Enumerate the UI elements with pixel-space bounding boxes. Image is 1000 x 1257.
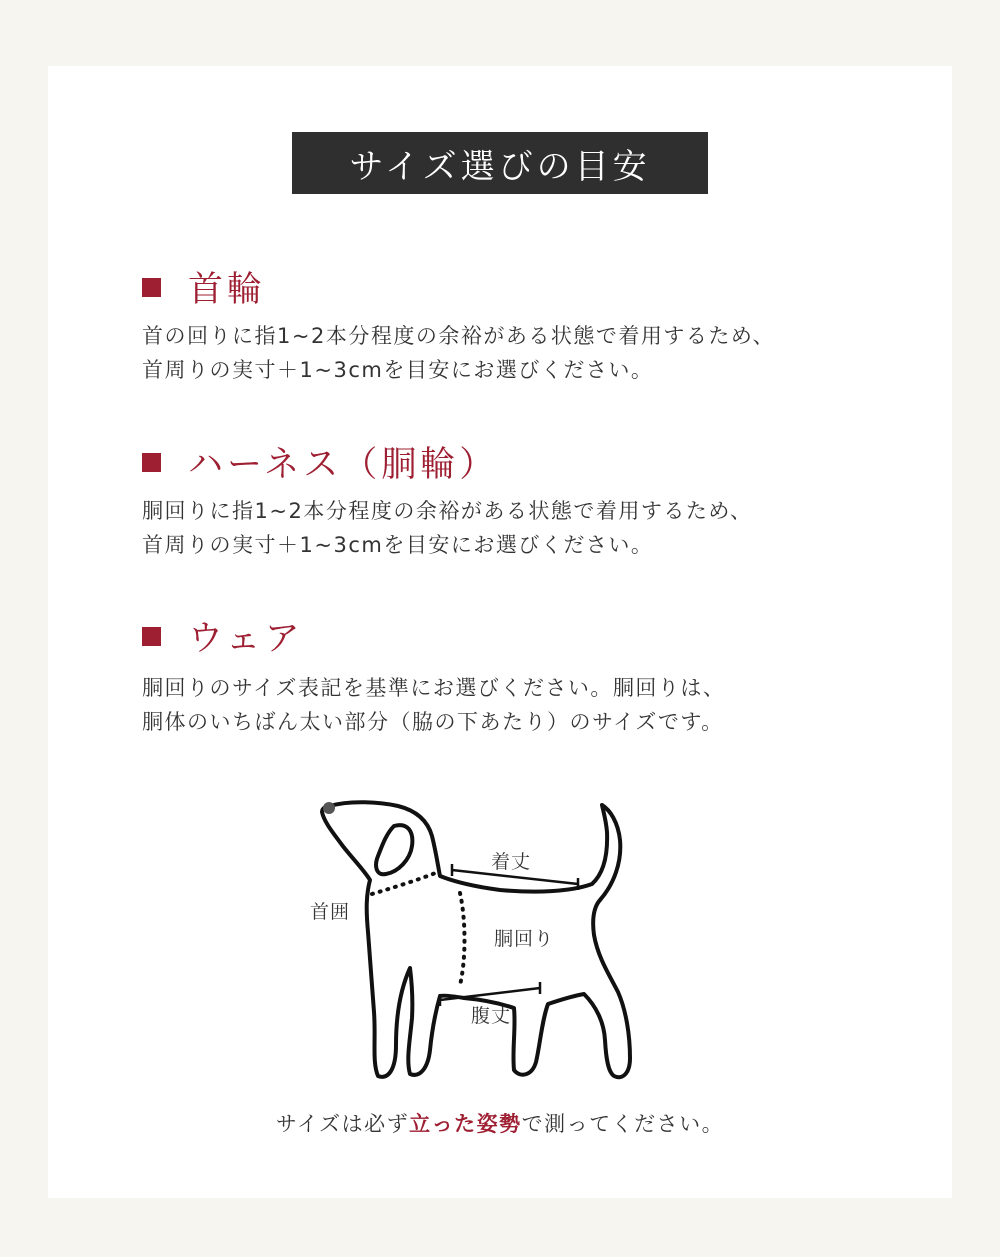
length-label: 着丈	[491, 851, 532, 873]
body-line: 首周りの実寸＋1~3cmを目安にお選びください。	[142, 533, 654, 557]
page-title: サイズ選びの目安	[292, 132, 708, 194]
section-harness-heading	[142, 437, 498, 487]
body-line: 胴回りに指1~2本分程度の余裕がある状態で着用するため、	[142, 499, 753, 523]
dog-nose-icon	[323, 802, 335, 814]
section-title: ウェア	[188, 619, 304, 659]
body-line: 首の回りに指1~2本分程度の余裕がある状態で着用するため、	[142, 324, 775, 348]
dog-ear-outline	[376, 825, 412, 874]
girth-label: 胴回り	[494, 928, 555, 950]
belly-label: 腹丈	[471, 1005, 512, 1027]
square-bullet-icon	[142, 453, 161, 472]
note-text-before: サイズは必ず	[275, 1112, 410, 1136]
note-emphasis: 立った姿勢	[409, 1112, 522, 1136]
neck-label: 首囲	[310, 901, 351, 923]
square-bullet-icon	[142, 627, 161, 646]
section-wear-body	[142, 671, 882, 739]
body-line: 胴回りのサイズ表記を基準にお選びください。胴回りは、	[142, 676, 726, 700]
section-harness-body	[142, 494, 882, 562]
dog-measurement-diagram	[300, 795, 660, 1095]
measurement-note	[0, 1108, 1000, 1138]
section-wear-heading	[142, 611, 304, 661]
section-title: 首輪	[188, 270, 267, 310]
body-line: 胴体のいちばん太い部分（脇の下あたり）のサイズです。	[142, 710, 724, 734]
square-bullet-icon	[142, 278, 161, 297]
body-line: 首周りの実寸＋1~3cmを目安にお選びください。	[142, 358, 654, 382]
section-title: ハーネス（胴輪）	[188, 445, 499, 485]
section-collar-body	[142, 319, 882, 387]
dog-head-outline	[322, 802, 630, 1077]
girth-measure-line	[460, 893, 465, 985]
note-text-after: で測ってください。	[521, 1112, 725, 1136]
section-collar-heading	[142, 262, 266, 312]
